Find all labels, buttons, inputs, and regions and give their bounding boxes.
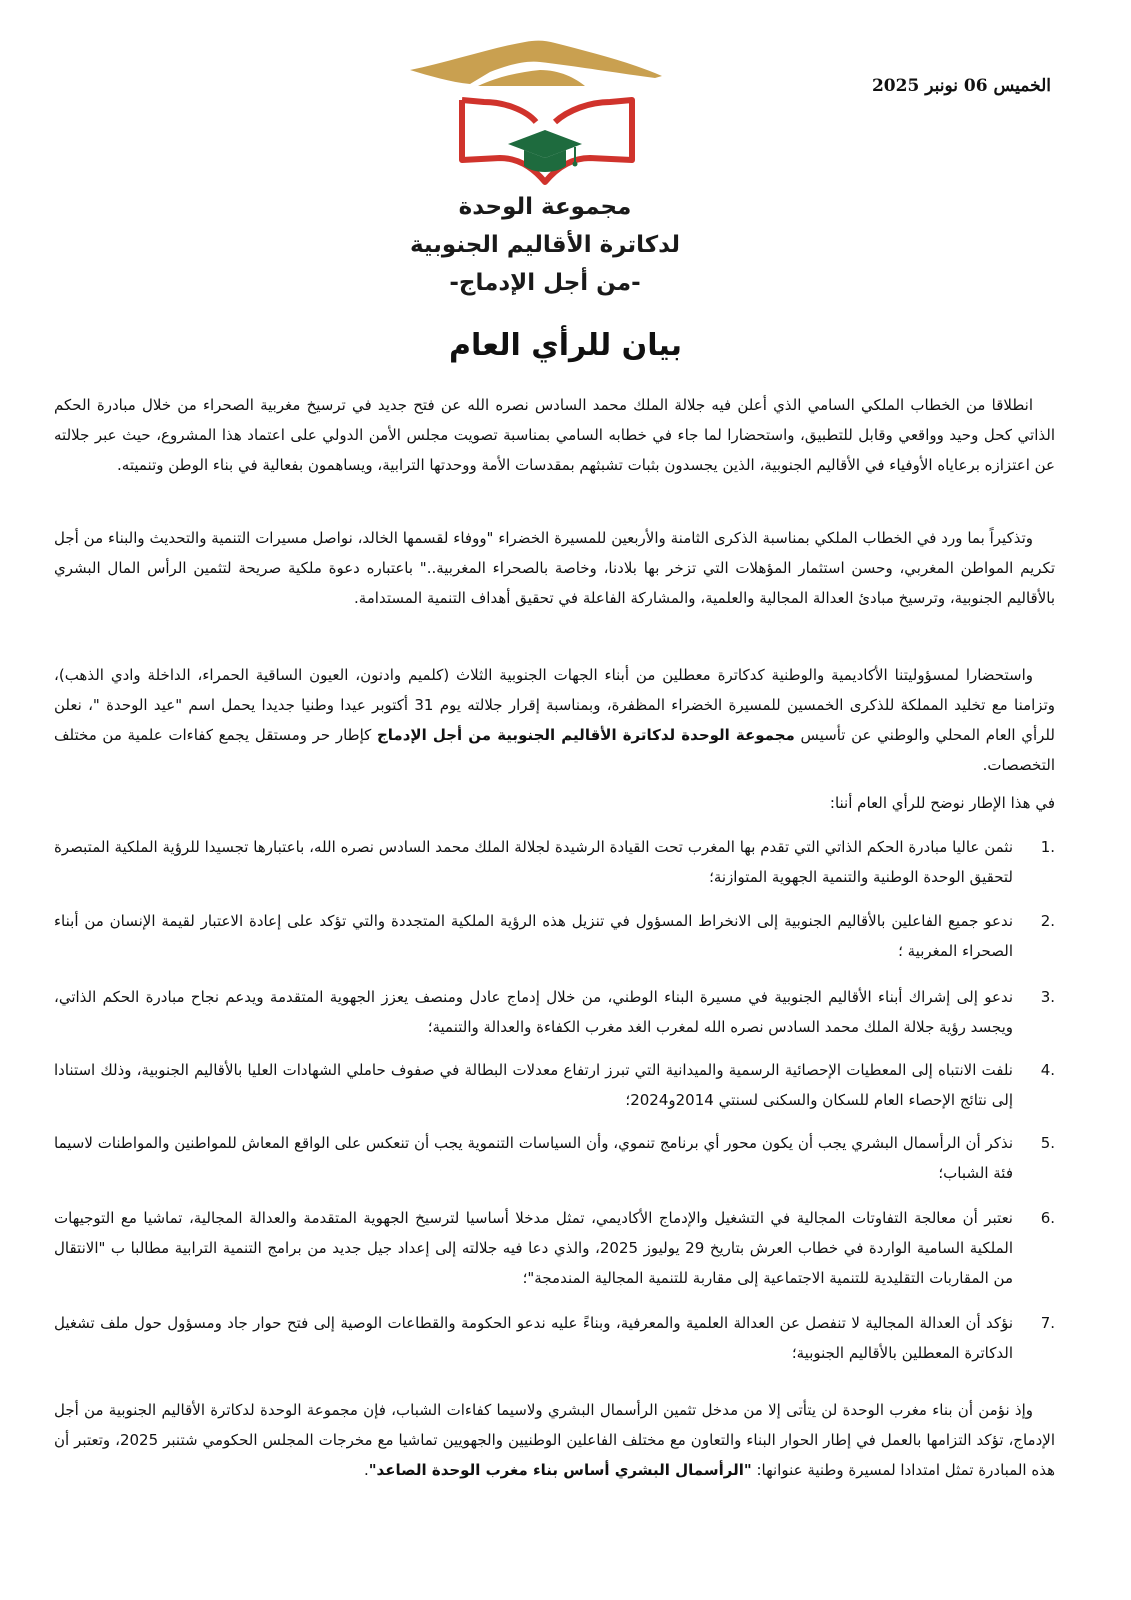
org-name-line1: مجموعة الوحدة [458,194,632,220]
list-text: نؤكد أن العدالة المجالية لا تنفصل عن العدالة العلمية والمعرفية، وبناءً عليه ندعو الحكومة والقطاعات الوصية إلى فتح حوار جاد ومسؤول حول ملف تشغيل الدكاترة المعطلين بالأقاليم الجنوبية؛ [54,1314,1013,1362]
paragraph-1: انطلاقا من الخطاب الملكي السامي الذي أعلن فيه جلالة الملك محمد السادس نصره الله عن فتح جديد في ترسيخ مغربية الصحراء من خلال مبادرة الحكم الذاتي كحل وحيد وواقعي وقابل للتطبيق، واستحضارا لما جاء في خطابه السامي بمناسبة تصويت مجلس الأمن الدولي على اعتماد هذا المشروع، حيث عبر جلالته عن اعتزازه برعاياه الأوفياء في الأقاليم الجنوبية، الذين يجسدون بثبات تشبثهم بمقدسات الأمة ووحدتها الترابية، ويساهمون بفعالية في بناء الوطن وتنميته. [54,396,1055,474]
list-number: 3. [1040,988,1055,1006]
list-number: 1. [1040,838,1055,856]
list-item [54,1203,1055,1293]
list-intro: في هذا الإطار نوضح للرأي العام أننا: [829,794,1055,812]
organization-name [350,188,740,302]
list-item [54,906,1055,966]
list-number: 7. [1040,1314,1055,1332]
paragraph-2: وتذكيراً بما ورد في الخطاب الملكي بمناسبة الذكرى الثامنة والأربعين للمسيرة الخضراء "ووفاء لقسمها الخالد، نواصل مسيرات التنمية والتحديث والبناء من أجل تكريم المواطن المغربي، وحسن استثمار المؤهلات التي تزخر بها بلادنا، وخاصة بالصحراء المغربية.." باعتباره دعوة ملكية صريحة لتثمين الرأس المال البشري بالأقاليم الجنوبية، وترسيخ مبادئ العدالة المجالية والعلمية، والمشاركة الفاعلة في تحقيق أهداف التنمية المستدامة. [54,529,1055,607]
list-item [54,832,1055,892]
list-text: ندعو جميع الفاعلين بالأقاليم الجنوبية إلى الانخراط المسؤول في تنزيل هذه الرؤية الملكية المتجددة والتي تؤكد على إعادة الاعتبار لقيمة الإنسان من أبناء الصحراء المغربية ؛ [54,912,1013,960]
list-number: 6. [1040,1209,1055,1227]
paragraph-3 [54,660,1055,780]
org-name-line3: -من أجل الإدماج- [449,270,641,296]
org-name-line2: لدكاترة الأقاليم الجنوبية [409,232,681,258]
list-number: 4. [1040,1061,1055,1079]
list-text: نعتبر أن معالجة التفاوتات المجالية في التشغيل والإدماج الأكاديمي، تمثل مدخلا أساسيا لترسيخ الجهوية المتقدمة والعدالة المجالية، تماشيا مع التوجيهات الملكية السامية الواردة في خطاب العرش بتاريخ 29 يوليوز 2025، والذي دعا فيه جلالته إلى إعداد جيل جديد من برامج التنمية الترابية مطالبا ب "الانتقال من المقاربات التقليدية للتنمية الاجتماعية إلى مقاربة للتنمية المجالية المندمجة"؛ [54,1209,1013,1287]
organization-logo [410,40,680,190]
paragraph-3-text-a: واستحضارا لمسؤوليتنا الأكاديمية والوطنية كدكاترة معطلين من أبناء الجهات الجنوبية الثلاث (كلميم وادنون، العيون الساقية الحمراء، الداخلة وادي الذهب)، وتزامنا مع تخليد المملكة للذكرى الخمسين للمسيرة الخضراء المظفرة، وبمناسبة إقرار جلالته يوم 31 أكتوبر عيدا وطنيا جديدا يحمل اسم "عيد الوحدة "، نعلن للرأي العام المحلي والوطني عن تأسيس [54,666,1055,744]
document-title: بيان للرأي العام [449,328,682,363]
mountain-book-graduation-cap-icon [410,40,680,190]
list-text: ندعو إلى إشراك أبناء الأقاليم الجنوبية في مسيرة البناء الوطني، من خلال إدماج عادل ومنصف يعزز الجهوية المتقدمة ويدعم نجاح مبادرة الحكم الذاتي، ويجسد رؤية جلالة الملك محمد السادس نصره الله لمغرب الغد مغرب الكفاءة والعدالة والتنمية؛ [54,988,1013,1036]
list-number: 5. [1040,1134,1055,1152]
closing-paragraph [54,1395,1055,1485]
closing-period: . [363,1461,369,1479]
closing-slogan-bold: "الرأسمال البشري أساس بناء مغرب الوحدة الصاعد" [368,1461,752,1479]
list-text: نلفت الانتباه إلى المعطيات الإحصائية الرسمية والميدانية التي تبرز ارتفاع معدلات البطالة في صفوف حاملي الشهادات العليا بالأقاليم الجنوبية، وذلك استنادا إلى نتائج الإحصاء العام للسكان والسكنى لسنتي 2014و2024؛ [54,1061,1013,1109]
list-item [54,982,1055,1042]
document-date: الخميس 06 نونبر 2025 [871,76,1051,96]
list-text: نذكر أن الرأسمال البشري يجب أن يكون محور أي برنامج تنموي، وأن السياسات التنموية يجب أن تنعكس على الواقع المعاش للمواطنين والمواطنات لاسيما فئة الشباب؛ [54,1134,1013,1182]
paragraph-3-org-name-bold: مجموعة الوحدة لدكاترة الأقاليم الجنوبية من أجل الإدماج [376,726,795,744]
list-text: نثمن عاليا مبادرة الحكم الذاتي التي تقدم بها المغرب تحت القيادة الرشيدة لجلالة الملك محمد السادس نصره الله، باعتبارها تجسيدا للرؤية الملكية المتبصرة لتحقيق الوحدة الوطنية والتنمية الجهوية المتوازنة؛ [54,838,1013,886]
list-number: 2. [1040,912,1055,930]
closing-text: وإذ نؤمن أن بناء مغرب الوحدة لن يتأتى إلا من مدخل تثمين الرأسمال البشري ولاسيما كفاءات الشباب، فإن مجموعة الوحدة لدكاترة الأقاليم الجنوبية من أجل الإدماج، تؤكد التزامها بالعمل في إطار الحوار البناء والتعاون مع مختلف الفاعلين الوطنيين والجهويين تماشيا مع مخرجات المجلس الحكومي شتنبر 2025، وتعتبر أن هذه المبادرة تمثل امتدادا لمسيرة وطنية عنوانها: [54,1401,1055,1479]
list-item [54,1308,1055,1368]
paragraph-3-text-b: كإطار حر ومستقل يجمع كفاءات علمية من مختلف التخصصات. [54,726,1055,774]
list-item [54,1055,1055,1115]
list-item [54,1128,1055,1188]
